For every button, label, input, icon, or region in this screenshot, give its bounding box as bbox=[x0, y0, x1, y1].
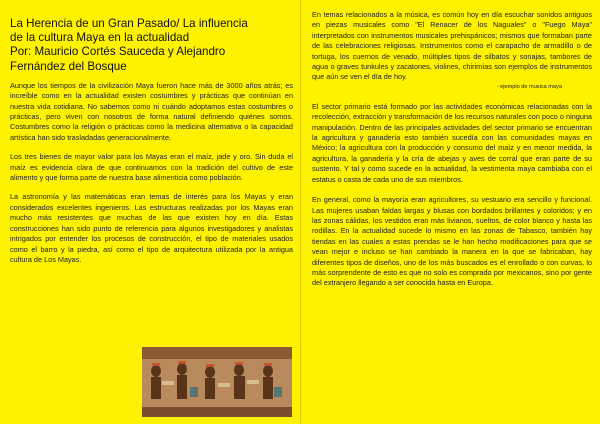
page-divider bbox=[300, 0, 301, 424]
paragraph-clothing: En general, como la mayoría eran agricultores, su vestuario era sencillo y funcional. Las mujeres usaban faldas largas y blusas con bordados brillantes y coloridos; y en las zonas cálidas, los vestidos eran más livianos, sueltos, de color blanco y hasta las rodillas. En la actualidad sucede lo mismo en las zonas de Tabasco, también hay tiendas en las cuales a estas prendas se le han hecho modificaciones para que se vean mejor e incluso se han cambiado la manera en la que se fabricaban, hay diferentes tipos de diseños, uno de los más buscados es el enrollado o con curvas, lo más sorprendente de esto es que no solo es comprado por mexicanos, sino por gente del extranjero llegando a ser conocida hasta en Europa. bbox=[312, 195, 592, 288]
paragraph-intro: Aunque los tiempos de la civilización Maya fueron hace más de 3000 años atrás; es increíble como en la actualidad existen costumbres y prácticas que continúan en nuestra vida cotidiana. No sabemos como ni cuándo adoptamos estas costumbres o prácticas, pero viven con nosotros de forma natural definiendo quiénes somos. Costumbres como la religión o prácticas como la medicina alternativa o la capacidad artística han sido trasladadas generacionalmente. bbox=[10, 80, 293, 142]
author-line-1: Por: Mauricio Cortés Sauceda y Alejandro bbox=[10, 45, 226, 59]
paragraph-music: En temas relacionados a la música, es común hoy en día escuchar sonidos antiguos en piezas musicales como "El Renacer de los Naguales" o "Fuego Maya" interpretados con instrumentos musicales prehispánicos; mismos que formaban parte de las celebraciones religiosas. Instrumentos como el carapacho de armadillo o de tortuga, los cuernos de venado, múltiples tipos de silbatos y sonajas, tambores de agua o graves tunkules y zacatones, violines, chirimías son ejemplos de instrumentos que aún se ven el día de hoy. bbox=[312, 10, 592, 82]
music-caption: - ejemplo de musica maya bbox=[496, 83, 562, 90]
paragraph-goods: Los tres bienes de mayor valor para los Mayas eran el maíz, jade y oro. Sin duda el maíz es evidencia clara de que continuamos con la tradición del cultivo de este alimento y que forma parte de nuestra base alimenticia como población. bbox=[10, 152, 293, 183]
author-line-2: Fernández del Bosque bbox=[10, 59, 127, 73]
article-title bbox=[10, 17, 293, 74]
paragraph-astronomy: La astronomía y las matemáticas eran temas de interés para los Mayas y eran considerados excelentes ingenieros. Las estructuras realizadas por los Mayas eran mucho más resistentes que muchas de las que existen hoy en día. Estas construcciones han sido punto de referencia para algunos investigadores y analistas intrigados por entender los procesos de construcción, el tipo de materiales usados como el barro y la piedra, así como el tipo de arquitectura utilizada por la antigua cultura de Los Mayas. bbox=[10, 192, 293, 264]
title-line-2: de la cultura Maya en la actualidad bbox=[10, 31, 190, 45]
title-line-1: La Herencia de un Gran Pasado/ La influencia bbox=[10, 17, 248, 30]
paragraph-primary-sector: El sector primario está formado por las actividades económicas relacionadas con la recolección, extracción y transformación de los recursos naturales con poco o ninguna manipulación. Dentro de las principales actividades del sector primario se encuentran la agricultura y ganadería esto también sucedía con las comunidades mayas en México; la agricultura con la producción y consumo del maíz y en menor medida, la agricultura, la ganadería y la cría de abejas y aves de corral que eran parte de su sustento. Y tal y como sucede en la actualidad, la vestimenta maya cambiaba con el estatus o casta de cada uno de sus miembros. bbox=[312, 101, 592, 184]
right-column bbox=[312, 0, 592, 424]
maya-mural-image bbox=[142, 347, 292, 417]
